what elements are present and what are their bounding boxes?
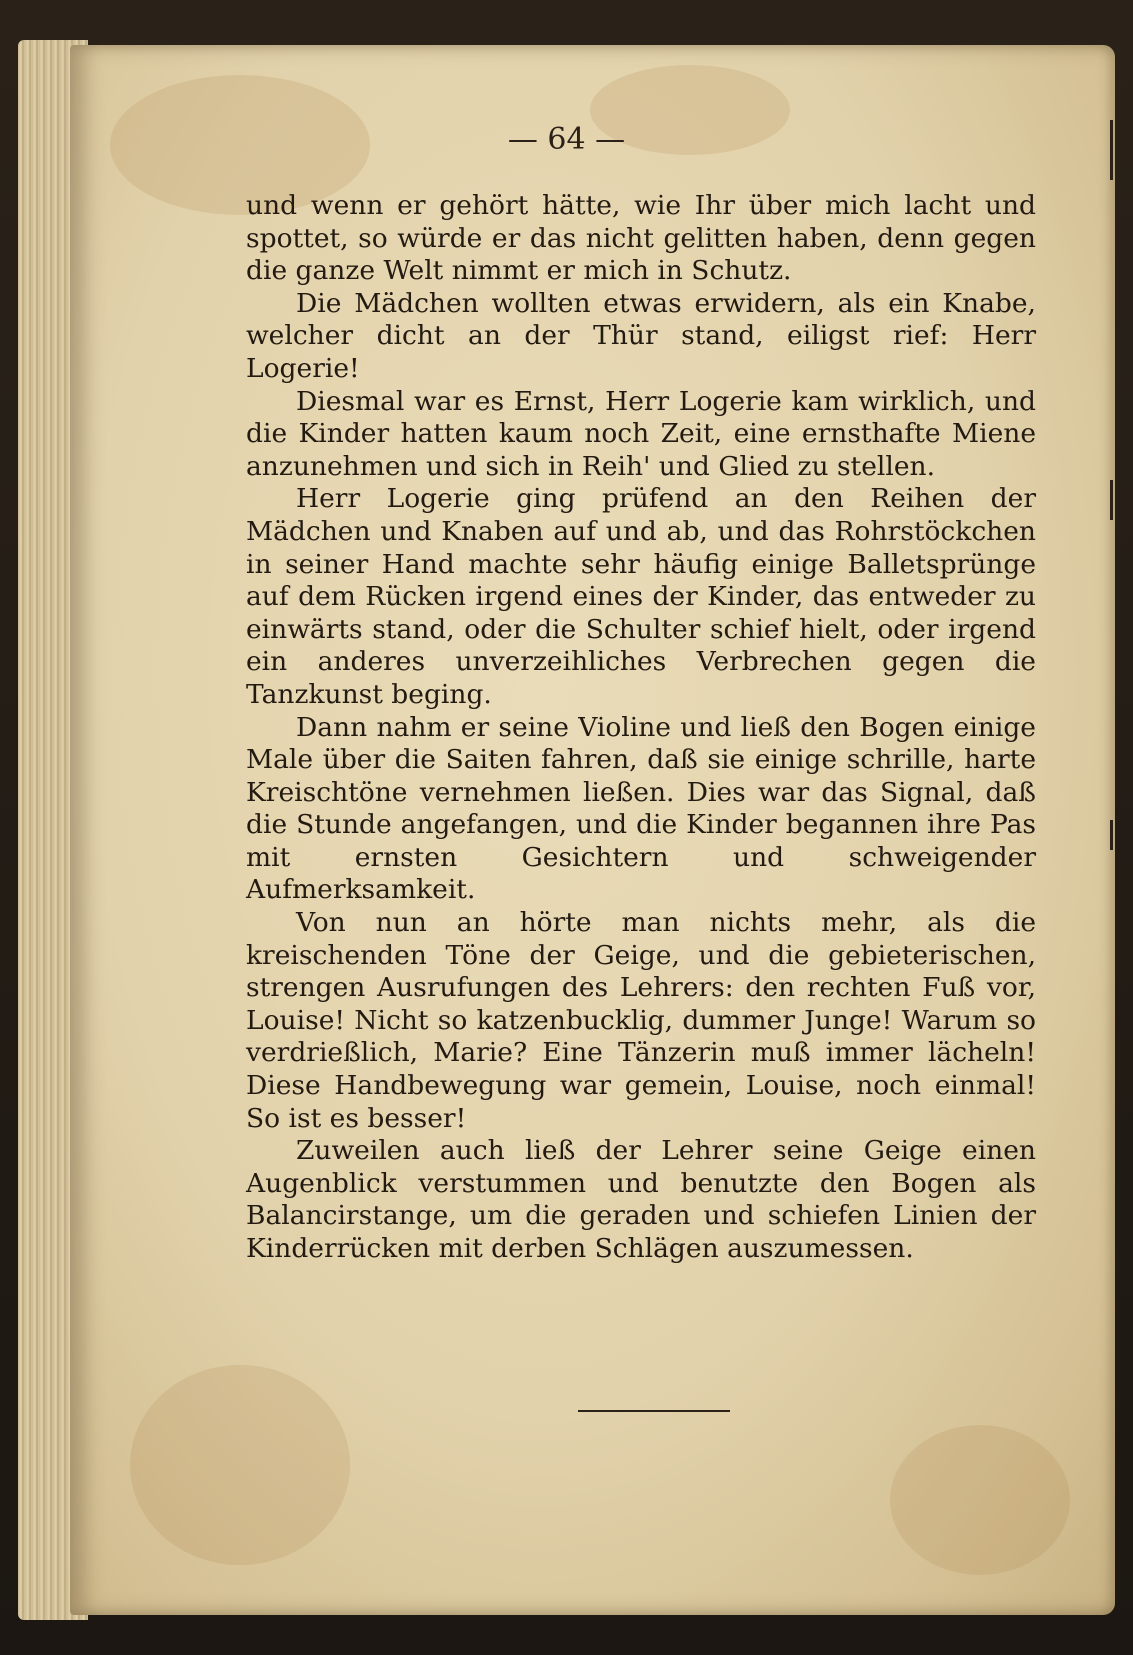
margin-mark xyxy=(1110,820,1113,850)
margin-mark xyxy=(1110,480,1113,520)
section-rule xyxy=(578,1410,730,1412)
paragraph: Zuweilen auch ließ der Lehrer seine Geige einen Augenblick verstummen und benutzte den Bogen als Balancirstange, um die geraden und schiefen Linien der Kinderrücken mit derben Schlägen auszumessen. xyxy=(246,1135,1036,1264)
body-text xyxy=(246,190,1036,1266)
paragraph: Von nun an hörte man nichts mehr, als die kreischenden Töne der Geige, und die gebieterischen, strengen Ausrufungen des Lehrers: den rechten Fuß vor, Louise! Nicht so katzenbucklig, dummer Junge! Warum so verdrießlich, Marie? Eine Tänzerin muß immer lächeln! Diese Handbewegung war gemein, Louise, noch einmal! So ist es besser! xyxy=(246,907,1036,1134)
paragraph: Herr Logerie ging prüfend an den Reihen der Mädchen und Knaben auf und ab, und das Rohrstöckchen in seiner Hand machte sehr häufig einige Balletsprünge auf dem Rücken irgend eines der Kinder, das entweder zu einwärts stand, oder die Schulter schief hielt, oder irgend ein anderes unverzeihliches Verbrechen gegen die Tanzkunst beging. xyxy=(246,483,1036,710)
paragraph: und wenn er gehört hätte, wie Ihr über mich lacht und spottet, so würde er das nicht gelitten haben, denn gegen die ganze Welt nimmt er mich in Schutz. xyxy=(246,190,1036,287)
stain xyxy=(130,1365,350,1565)
paragraph: Diesmal war es Ernst, Herr Logerie kam wirklich, und die Kinder hatten kaum noch Zeit, eine ernsthafte Miene anzunehmen und sich in Reih' und Glied zu stellen. xyxy=(246,385,1036,482)
stain xyxy=(890,1425,1070,1575)
paragraph: Dann nahm er seine Violine und ließ den Bogen einige Male über die Saiten fahren, daß sie einige schrille, harte Kreischtöne vernehmen ließen. Dies war das Signal, daß die Stunde angefangen, und die Kinder begannen ihre Pas mit ernsten Gesichtern und schweigender Aufmerksamkeit. xyxy=(246,711,1036,906)
page-number: — 64 — xyxy=(507,122,626,157)
paragraph: Die Mädchen wollten etwas erwidern, als ein Knabe, welcher dicht an der Thür stand, eiligst rief: Herr Logerie! xyxy=(246,287,1036,384)
